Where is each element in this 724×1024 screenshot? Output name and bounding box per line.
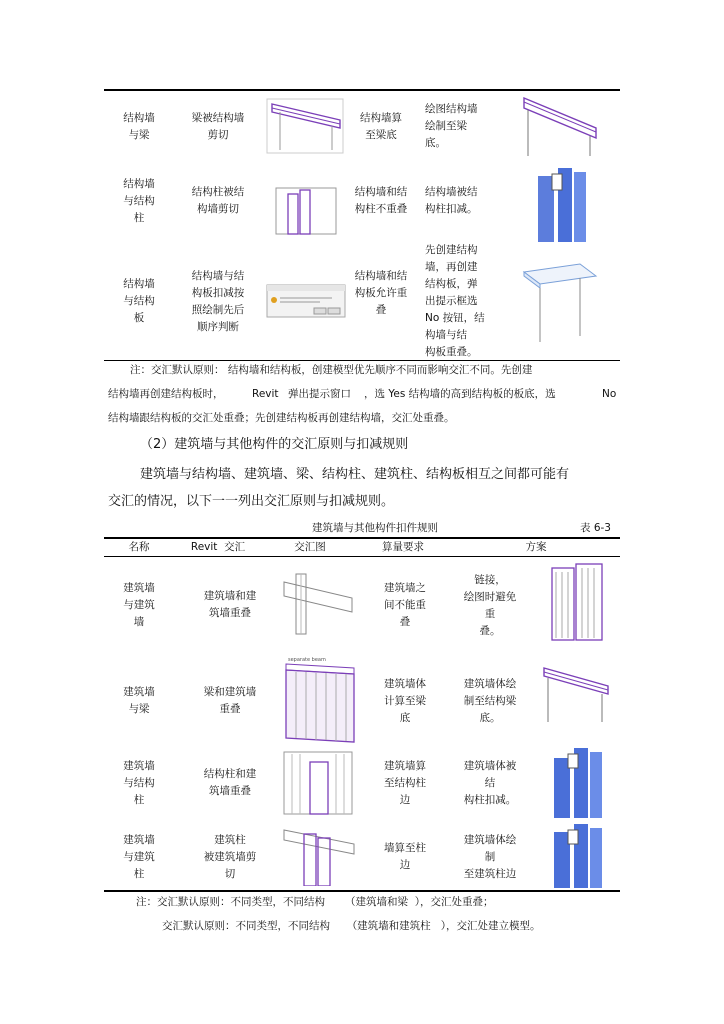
t2-row3-name: 建筑墙 与结构 柱 [123, 760, 155, 806]
t2-row1-name: 建筑墙 与建筑 墙 [123, 582, 155, 628]
t1-note-line1: 注：交汇默认原则： 结构墙和结构板，创建模型优先顺序不同而影响交汇不同。先创建 [130, 364, 533, 376]
t2-row1-rule: 建筑墙和建 筑墙重叠 [203, 590, 257, 619]
t2-note-line1: 注：交汇默认原则：不同类型，不同结构 （建筑墙和梁 ），交汇处重叠； [136, 896, 494, 908]
t2-header-solution: 方案 [525, 541, 547, 553]
t2-row4-name: 建筑墙 与建筑 柱 [123, 834, 155, 880]
t2-row3-solution: 建筑墙体被 结 构柱扣减。 [463, 760, 517, 806]
t1-row1-image-solution [520, 94, 600, 160]
svg-text:separate beam: separate beam [288, 657, 326, 663]
t2-row2-requirement: 建筑墙体 计算至梁 底 [384, 678, 426, 724]
table2-bottom-rule [104, 890, 620, 892]
table2-header-rule [104, 556, 620, 557]
t2-row2-image-solution [540, 664, 612, 724]
t2-row1-image-solution [548, 562, 606, 642]
paragraph-line2: 交汇的情况，以下一一列出交汇原则与扣减规则。 [108, 494, 395, 509]
t1-row3-name: 结构墙 与结构 板 [123, 278, 155, 324]
table2-caption: 建筑墙与其他构件扣件规则 [312, 522, 438, 534]
t2-row3-requirement: 建筑墙算 至结构柱 边 [384, 760, 426, 806]
t1-row3-solution: 先创建结构 墙，再创建 结构板，弹 出提示框选 No 按钮，结 构墙与结 构板重叠。 [425, 244, 485, 358]
t2-row3-image [282, 748, 354, 816]
table1-bottom-rule [104, 360, 620, 361]
t1-row3-image-dialog [266, 284, 346, 318]
t1-row2-requirement: 结构墙和结 构柱不重叠 [354, 186, 408, 215]
t1-row2-solution: 结构墙被结 构柱扣减。 [425, 186, 478, 215]
t1-row1-rule: 梁被结构墙 剪切 [191, 112, 245, 141]
section-heading: （2）建筑墙与其他构件的交汇原则与扣减规则 [140, 437, 409, 452]
t1-row2-rule: 结构柱被结 构墙剪切 [191, 186, 245, 215]
t2-row1-image [282, 572, 354, 636]
table2-number: 表 6-3 [580, 522, 611, 534]
t2-row4-rule: 建筑柱 被建筑墙剪 切 [203, 834, 257, 880]
t1-row1-image-beam-cut [266, 98, 344, 154]
t1-row1-name: 结构墙 与梁 [123, 112, 155, 141]
t1-row2-image-column-cut [270, 180, 342, 236]
paragraph-line1: 建筑墙与结构墙、建筑墙、梁、结构柱、建筑柱、结构板相互之间都可能有 [140, 467, 570, 482]
t2-row1-requirement: 建筑墙之 间不能重 叠 [384, 582, 426, 628]
t2-row4-solution: 建筑墙体绘 制 至建筑柱边 [463, 834, 517, 880]
t1-note-line2b: Revit [252, 388, 279, 400]
t2-row4-image [282, 824, 356, 886]
t1-note-line2d: ，选 Yes 结构墙的高到结构板的板底，选 [364, 388, 556, 400]
t1-row3-requirement: 结构墙和结 构板允许重 叠 [354, 270, 408, 316]
t2-row2-solution: 建筑墙体绘 制至结构梁 底。 [463, 678, 517, 724]
t2-row4-image-solution [550, 820, 606, 890]
t2-header-requirement: 算量要求 [382, 541, 424, 553]
t2-header-rule: Revit 交汇 [190, 541, 246, 553]
t1-row2-name: 结构墙 与结构 柱 [123, 178, 155, 224]
t1-row3-image-solution [520, 262, 600, 344]
table1-top-rule [104, 89, 620, 91]
t1-note-line2a: 结构墙再创建结构板时， [108, 388, 224, 400]
t2-row3-image-solution [550, 744, 606, 820]
t1-row2-image-solution [534, 164, 590, 244]
t1-note-line2e: No [602, 388, 617, 400]
t1-note-line2c: 弹出提示窗口 [288, 388, 351, 400]
t2-header-name: 名称 [128, 541, 150, 553]
t2-row2-name: 建筑墙 与梁 [123, 686, 155, 715]
t2-row4-requirement: 墙算至柱 边 [384, 842, 426, 871]
t1-row1-solution: 绘图结构墙 绘制至梁 底。 [425, 103, 478, 149]
t2-row2-rule: 梁和建筑墙 重叠 [203, 686, 257, 715]
t1-row3-rule: 结构墙与结 构板扣减按 照绘制先后 顺序判断 [191, 270, 245, 333]
t2-note-line2: 交汇默认原则：不同类型，不同结构 （建筑墙和建筑柱 ），交汇处建立模型。 [162, 920, 541, 932]
t2-row3-rule: 结构柱和建 筑墙重叠 [203, 768, 257, 797]
t1-note-line3: 结构墙跟结构板的交汇处重叠；先创建结构板再创建结构墙，交汇处重叠。 [108, 412, 455, 424]
t1-row1-requirement: 结构墙算 至梁底 [360, 112, 402, 141]
t2-row2-image [282, 654, 358, 744]
t2-row1-solution: 链接， 绘图时避免 重 叠。 [463, 574, 517, 637]
t2-header-image: 交汇图 [294, 541, 326, 553]
